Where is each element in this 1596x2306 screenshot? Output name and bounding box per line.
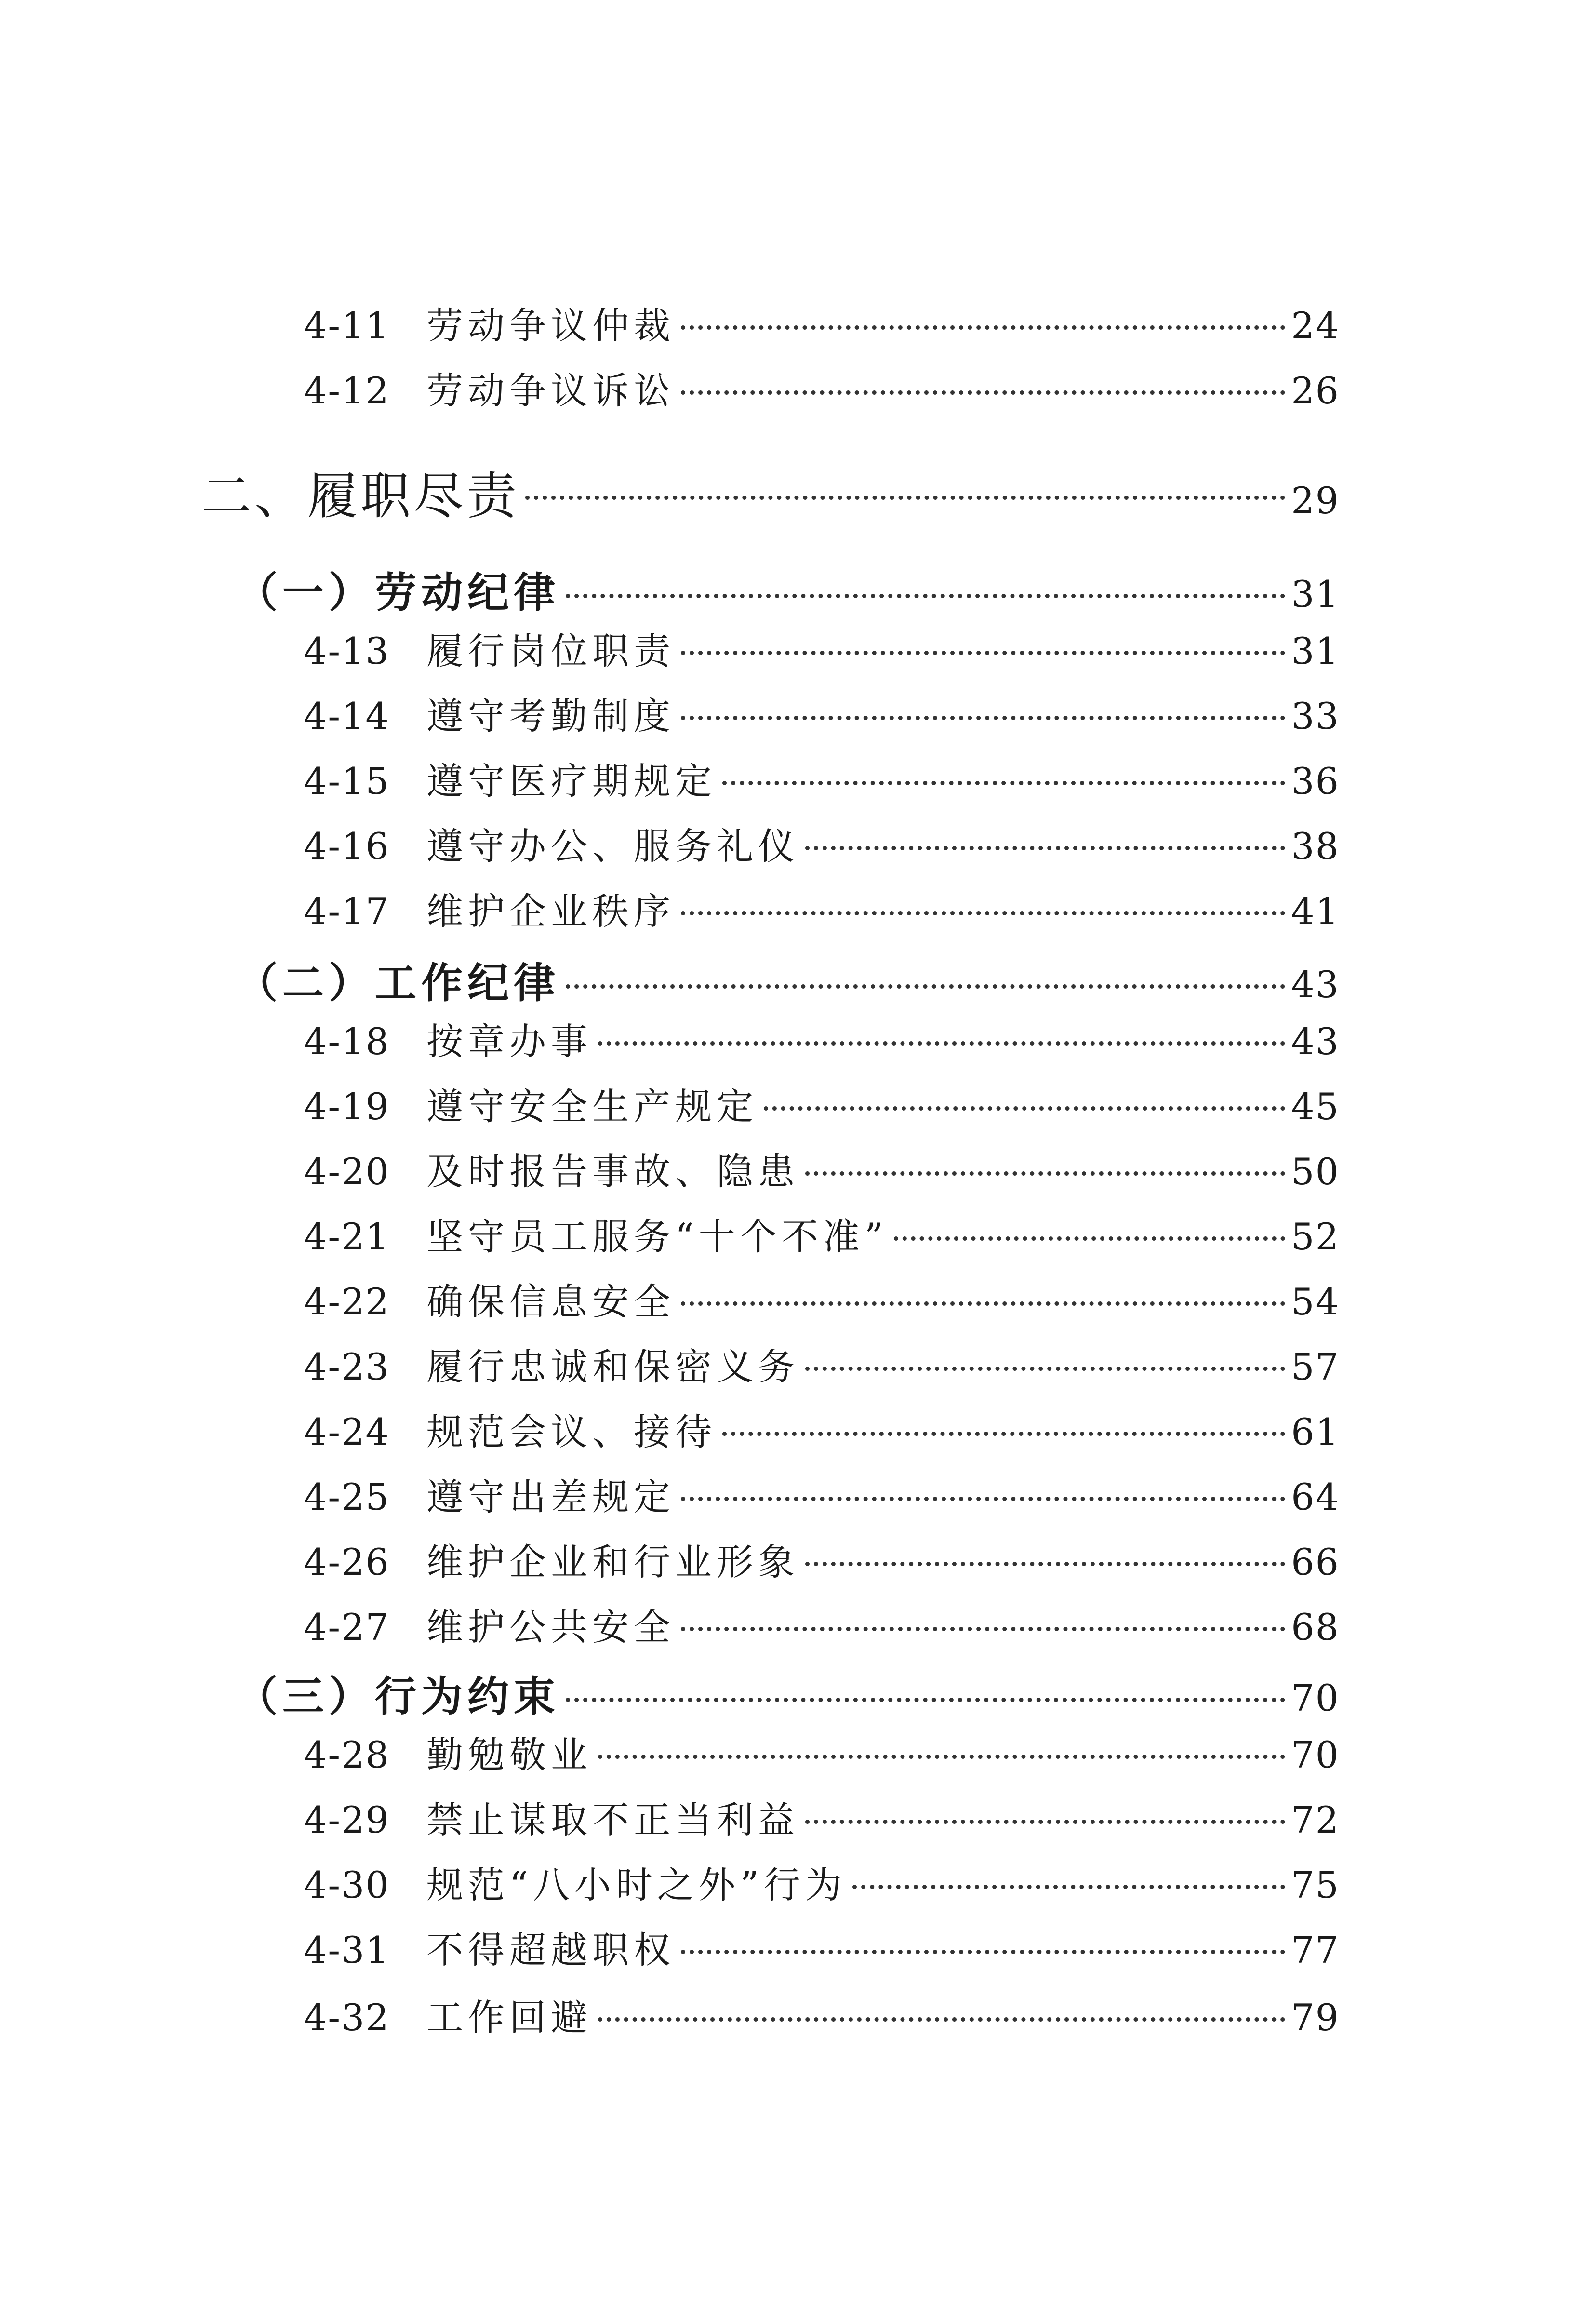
entry-number: 4-17 [304, 890, 390, 933]
entry-title: （二）工作纪律 [236, 959, 560, 1007]
dot-leader [722, 781, 1285, 785]
entry-title: 二、履职尽责 [201, 467, 520, 525]
page-number: 72 [1291, 1798, 1340, 1841]
dot-leader [681, 325, 1285, 330]
page-number: 79 [1291, 1996, 1340, 2039]
entry-number: 4-16 [304, 825, 390, 868]
dot-leader [764, 1106, 1285, 1111]
toc-entry [304, 1988, 1340, 2041]
toc-entry [304, 687, 1340, 739]
page-number: 24 [1291, 304, 1340, 347]
dot-leader [681, 651, 1285, 655]
page-number: 54 [1291, 1280, 1340, 1323]
toc-entry [304, 362, 1340, 414]
entry-number: 4-19 [304, 1085, 390, 1128]
toc-entry [304, 1726, 1340, 1778]
dot-leader [598, 2017, 1285, 2022]
toc-entry [304, 752, 1340, 804]
dot-leader [598, 1755, 1285, 1759]
dot-leader [805, 1820, 1285, 1824]
page-number: 50 [1291, 1150, 1340, 1193]
dot-leader [681, 1627, 1285, 1631]
entry-number: 4-15 [304, 760, 390, 803]
entry-number: 4-20 [304, 1150, 390, 1193]
entry-number: 4-26 [304, 1541, 390, 1583]
page-number: 75 [1291, 1864, 1340, 1906]
dot-leader [598, 1041, 1285, 1046]
entry-number: 4-22 [304, 1280, 390, 1323]
dot-leader [805, 1562, 1285, 1566]
entry-title: 按章办事 [426, 1020, 592, 1063]
toc-entry [304, 882, 1340, 935]
entry-number: 4-29 [304, 1798, 390, 1841]
page-number: 66 [1291, 1541, 1340, 1583]
toc-entry [304, 1921, 1340, 1973]
page-number: 52 [1291, 1215, 1340, 1258]
page-number: 70 [1291, 1733, 1340, 1776]
entry-number: 4-12 [304, 369, 390, 412]
page-number: 77 [1291, 1929, 1340, 1971]
dot-leader [681, 390, 1285, 395]
dot-leader [566, 984, 1285, 989]
toc-section-heading [236, 559, 1340, 619]
entry-title: 禁止谋取不正当利益 [426, 1798, 799, 1841]
entry-number: 4-25 [304, 1475, 390, 1518]
toc-entry [304, 1142, 1340, 1195]
dot-leader [681, 1950, 1285, 1954]
page-number: 33 [1291, 695, 1340, 737]
entry-number: 4-11 [304, 304, 390, 347]
toc-entry [304, 622, 1340, 674]
entry-title: 维护企业秩序 [426, 890, 675, 933]
entry-title: 不得超越职权 [426, 1929, 675, 1971]
dot-leader [566, 594, 1285, 598]
entry-title: 劳动争议仲裁 [426, 304, 675, 347]
entry-number: 4-27 [304, 1606, 390, 1649]
entry-title: 遵守出差规定 [426, 1475, 675, 1518]
toc-entry [304, 817, 1340, 870]
entry-title: 履行忠诚和保密义务 [426, 1345, 799, 1388]
page-number: 61 [1291, 1410, 1340, 1453]
toc-entry [304, 1273, 1340, 1325]
entry-number: 4-28 [304, 1733, 390, 1776]
entry-number: 4-30 [304, 1864, 390, 1906]
entry-title: 遵守考勤制度 [426, 695, 675, 737]
entry-title: 规范会议、接待 [426, 1410, 717, 1453]
toc-entry [304, 1856, 1340, 1908]
entry-number: 4-23 [304, 1345, 390, 1388]
page-number: 43 [1291, 963, 1340, 1006]
toc-entry [304, 1338, 1340, 1390]
dot-leader [722, 1432, 1285, 1436]
dot-leader [805, 846, 1285, 850]
entry-title: 规范“八小时之外”行为 [426, 1864, 847, 1906]
toc-chapter-heading [201, 456, 1340, 528]
dot-leader [525, 496, 1285, 500]
page-number: 31 [1291, 630, 1340, 672]
entry-title: 及时报告事故、隐患 [426, 1150, 799, 1193]
toc-entry [304, 1077, 1340, 1130]
page-number: 36 [1291, 760, 1340, 803]
entry-number: 4-21 [304, 1215, 390, 1258]
toc-entry [304, 1468, 1340, 1520]
entry-title: 履行岗位职责 [426, 630, 675, 672]
dot-leader [681, 1301, 1285, 1306]
entry-title: 勤勉敬业 [426, 1733, 592, 1776]
page-number: 70 [1291, 1676, 1340, 1719]
entry-title: 遵守医疗期规定 [426, 760, 717, 803]
page-number: 57 [1291, 1345, 1340, 1388]
dot-leader [566, 1698, 1285, 1702]
dot-leader [894, 1236, 1286, 1241]
dot-leader [852, 1885, 1286, 1889]
entry-number: 4-32 [304, 1996, 390, 2039]
entry-title: （三）行为约束 [236, 1673, 560, 1721]
toc-entry [304, 1791, 1340, 1843]
page-number: 31 [1291, 573, 1340, 616]
page-number: 43 [1291, 1020, 1340, 1063]
entry-title: 确保信息安全 [426, 1280, 675, 1323]
entry-number: 4-31 [304, 1929, 390, 1971]
dot-leader [681, 911, 1285, 915]
entry-title: 工作回避 [426, 1996, 592, 2039]
page-number: 38 [1291, 825, 1340, 868]
dot-leader [805, 1171, 1285, 1176]
toc-section-heading [236, 950, 1340, 1009]
toc-entry [304, 1598, 1340, 1650]
entry-title: 坚守员工服务“十个不准” [426, 1215, 888, 1258]
entry-number: 4-18 [304, 1020, 390, 1063]
page-number: 68 [1291, 1606, 1340, 1649]
entry-number: 4-24 [304, 1410, 390, 1453]
page-number: 29 [1291, 479, 1340, 522]
toc-entry [304, 1207, 1340, 1260]
page-number: 45 [1291, 1085, 1340, 1128]
toc-entry [304, 296, 1340, 349]
entry-number: 4-13 [304, 630, 390, 672]
dot-leader [681, 1497, 1285, 1501]
entry-title: 遵守安全生产规定 [426, 1085, 758, 1128]
entry-title: 劳动争议诉讼 [426, 369, 675, 412]
toc-entry [304, 1533, 1340, 1585]
entry-title: 遵守办公、服务礼仪 [426, 825, 799, 868]
page-number: 64 [1291, 1475, 1340, 1518]
entry-title: 维护公共安全 [426, 1606, 675, 1649]
toc-section-heading [236, 1663, 1340, 1723]
entry-title: （一）劳动纪律 [236, 569, 560, 617]
page-number: 26 [1291, 369, 1340, 412]
page-number: 41 [1291, 890, 1340, 933]
dot-leader [805, 1367, 1285, 1371]
entry-title: 维护企业和行业形象 [426, 1541, 799, 1583]
toc-entry [304, 1403, 1340, 1455]
entry-number: 4-14 [304, 695, 390, 737]
toc-entry [304, 1012, 1340, 1065]
dot-leader [681, 716, 1285, 720]
